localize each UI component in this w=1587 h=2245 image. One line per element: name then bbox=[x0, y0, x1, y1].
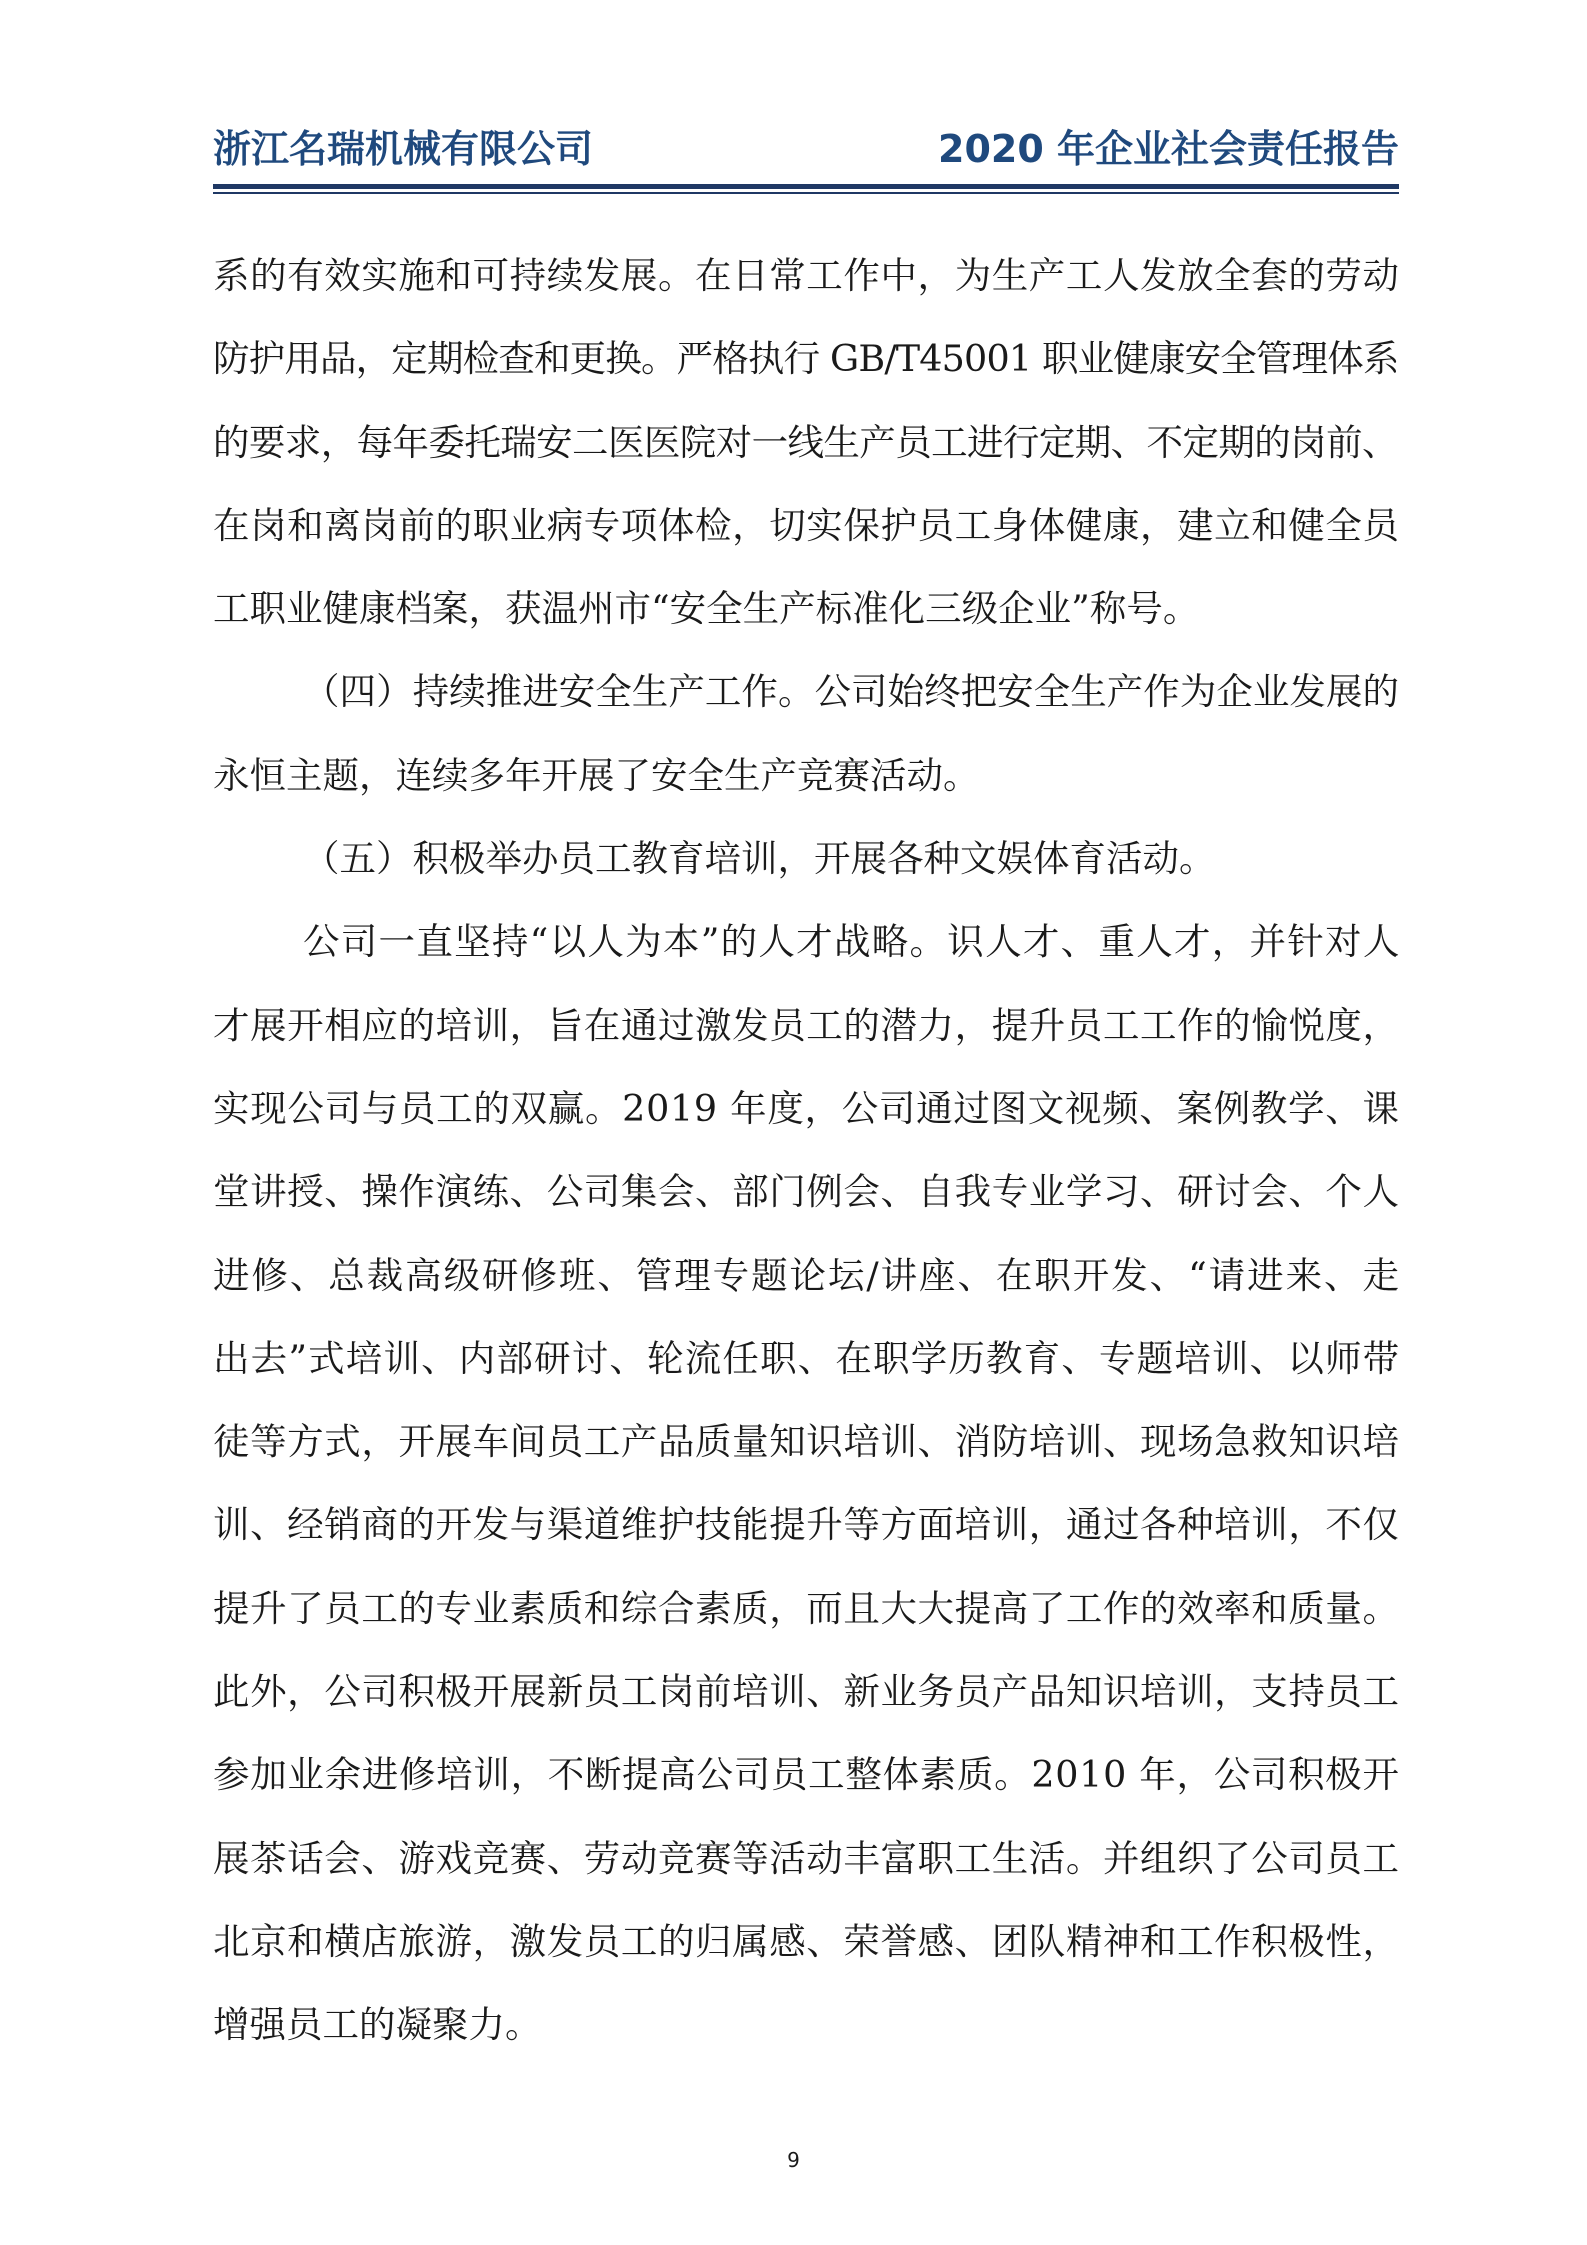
text-line: 增强员工的凝聚力。 bbox=[213, 2003, 542, 2047]
header-divider-thin bbox=[213, 192, 1399, 194]
text-line: 展茶话会、游戏竞赛、劳动竞赛等活动丰富职工生活。并组织了公司员工 bbox=[213, 1836, 1400, 1880]
paragraph-start: 公司一直坚持“以人为本”的人才战略。识人才、重人才，并针对人 bbox=[303, 920, 1401, 964]
text-line: 在岗和离岗前的职业病专项体检，切实保护员工身体健康，建立和健全员 bbox=[213, 503, 1400, 547]
text-line: 此外，公司积极开展新员工岗前培训、新业务员产品知识培训，支持员工 bbox=[213, 1670, 1400, 1714]
text-line: 北京和横店旅游，激发员工的归属感、荣誉感、团队精神和工作积极性， bbox=[213, 1919, 1400, 1963]
text-line: 徒等方式，开展车间员工产品质量知识培训、消防培训、现场急救知识培 bbox=[213, 1420, 1400, 1464]
page-header bbox=[213, 118, 1399, 180]
page-number: 9 bbox=[787, 2148, 800, 2172]
text-line: 堂讲授、操作演练、公司集会、部门例会、自我专业学习、研讨会、个人 bbox=[213, 1170, 1400, 1214]
header-divider-thick bbox=[213, 184, 1399, 189]
text-line: 永恒主题，连续多年开展了安全生产竞赛活动。 bbox=[213, 753, 980, 797]
section-heading-four: （四）持续推进安全生产工作。公司始终把安全生产作为企业发展的 bbox=[303, 670, 1400, 714]
header-company-name: 浙江名瑞机械有限公司 bbox=[213, 127, 594, 171]
text-line: 工职业健康档案，获温州市“安全生产标准化三级企业”称号。 bbox=[213, 587, 1200, 631]
text-line: 出去”式培训、内部研讨、轮流任职、在职学历教育、专题培训、以师带 bbox=[213, 1336, 1401, 1380]
text-line: 的要求，每年委托瑞安二医医院对一线生产员工进行定期、不定期的岗前、 bbox=[213, 420, 1398, 464]
text-line: 提升了员工的专业素质和综合素质，而且大大提高了工作的效率和质量。 bbox=[213, 1586, 1400, 1630]
text-line: 才展开相应的培训，旨在通过激发员工的潜力，提升员工工作的愉悦度， bbox=[213, 1003, 1400, 1047]
text-line: 系的有效实施和可持续发展。在日常工作中，为生产工人发放全套的劳动 bbox=[213, 254, 1400, 297]
text-line: 参加业余进修培训，不断提高公司员工整体素质。2010 年，公司积极开 bbox=[213, 1753, 1400, 1797]
section-heading-five: （五）积极举办员工教育培训，开展各种文娱体育活动。 bbox=[303, 837, 1216, 881]
text-line: 实现公司与员工的双赢。2019 年度，公司通过图文视频、案例教学、课 bbox=[213, 1086, 1400, 1130]
text-line: 防护用品，定期检查和更换。严格执行 GB/T45001 职业健康安全管理体系 bbox=[213, 337, 1399, 381]
text-line: 训、经销商的开发与渠道维护技能提升等方面培训，通过各种培训，不仅 bbox=[213, 1503, 1400, 1547]
header-report-title: 2020 年企业社会责任报告 bbox=[938, 127, 1399, 171]
body-text bbox=[213, 234, 1399, 2067]
text-line: 进修、总裁高级研修班、管理专题论坛/讲座、在职开发、“请进来、走 bbox=[213, 1253, 1401, 1297]
